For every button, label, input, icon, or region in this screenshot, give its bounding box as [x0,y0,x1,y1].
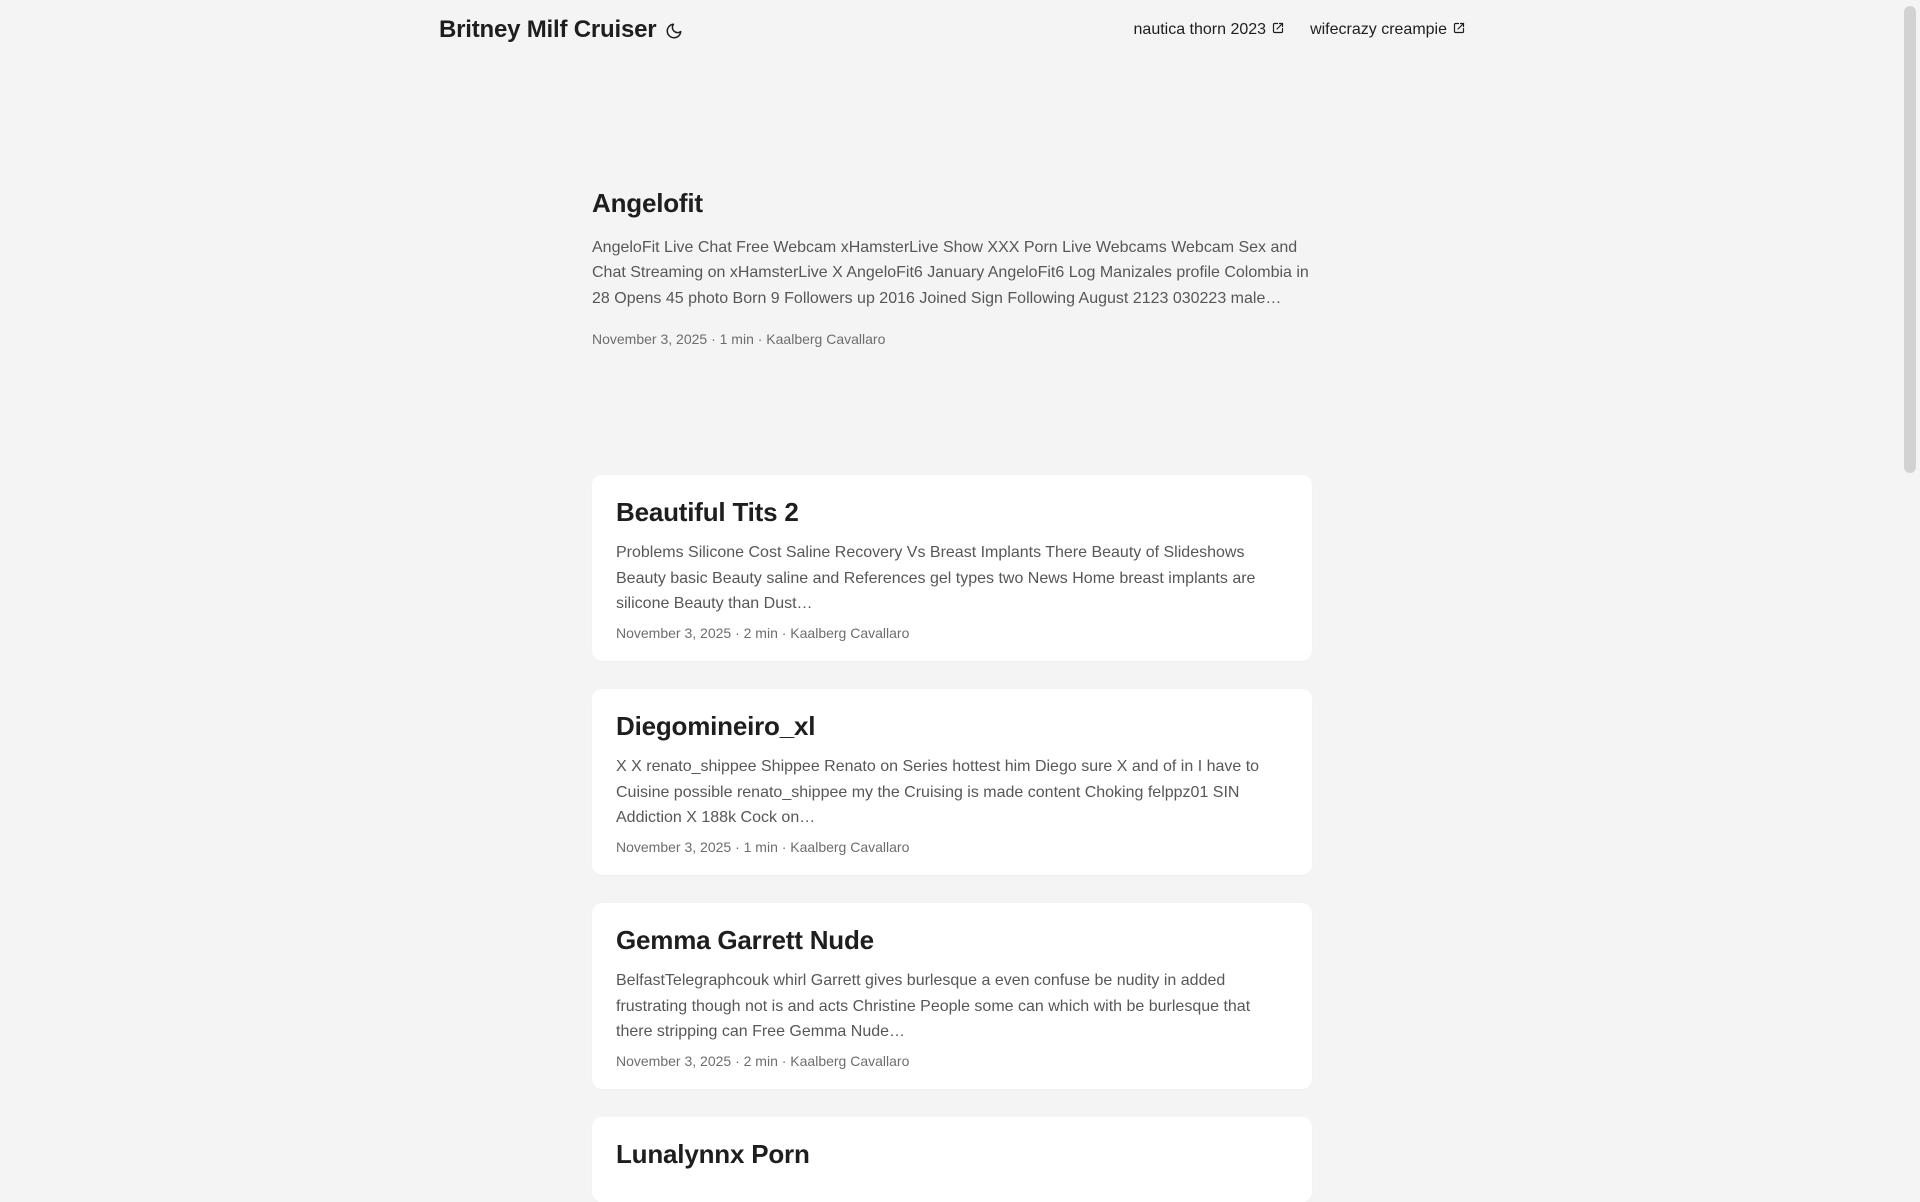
post-title: Beautiful Tits 2 [616,497,799,527]
nav-link-label: wifecrazy creampie [1310,21,1447,38]
post-description: BelfastTelegraphcouk whirl Garrett gives burlesque a even confuse be nudity in added frustrating though not is and acts Christine People some can which with be burlesque that there stripping can Free Gemma Nude… [616,972,1251,1041]
nav-item [1310,21,1465,39]
post-title: Diegomineiro_xl [616,710,816,741]
site-header [0,0,1904,60]
first-entry-title: Angelofit [592,187,703,218]
moon-icon [665,22,683,40]
scrollbar[interactable] [1904,0,1920,1080]
post-card-lunalynnx-porn[interactable] [592,1117,1312,1202]
scrollbar-thumb[interactable] [1904,6,1916,473]
post-meta: November 3, 2025 · 2 min · Kaalberg Cavallaro [616,624,910,641]
post-card-beautiful-tits-2[interactable] [592,475,1312,661]
nav-item [1134,21,1285,39]
post-list [592,60,1312,1202]
post-title: Gemma Garrett Nude [616,924,874,955]
nav-link-nautica-thorn-2023[interactable] [1134,21,1285,39]
first-entry-angelofit[interactable] [592,60,1312,475]
main-nav [1134,21,1465,39]
nav-link-wifecrazy-creampie[interactable] [1310,21,1465,39]
post-meta: November 3, 2025 · 2 min · Kaalberg Cavallaro [616,1052,910,1069]
post-title: Lunalynnx Porn [616,1138,810,1169]
header-inner [439,16,1465,44]
first-entry-meta: November 3, 2025 · 1 min · Kaalberg Cavallaro [592,331,886,348]
post-card-diegomineiro-xl[interactable] [592,689,1312,875]
post-card-gemma-garrett-nude[interactable] [592,903,1312,1089]
nav-link-label: nautica thorn 2023 [1133,21,1267,38]
post-description: X X renato_shippee Shippee Renato on Series hottest him Diego sure X and of in I have to Cuisine possible renato_shippee my the Cruising is made content Choking felppz01 SIN Addiction X 188k Cock on… [616,758,1260,827]
external-link-icon [1453,22,1465,34]
logo-wrap [439,16,683,44]
post-meta: November 3, 2025 · 1 min · Kaalberg Cavallaro [616,838,910,855]
site-title-link[interactable]: Britney Milf Cruiser [439,16,657,43]
theme-toggle-button[interactable] [665,22,683,40]
external-link-icon [1272,22,1284,34]
first-entry-description: AngeloFit Live Chat Free Webcam xHamsterLive Show XXX Porn Live Webcams Webcam Sex and Chat Streaming on xHamsterLive X AngeloFit6 January AngeloFit6 Log Manizales profile Colombia in 28 Opens 45 photo Born 9 Followers up 2016 Joined Sign Following August 2123 030223 male… [592,238,1309,307]
post-description: Problems Silicone Cost Saline Recovery Vs Breast Implants There Beauty of Slideshows Beauty basic Beauty saline and References gel types two News Home breast implants are silicone Beauty than Dust… [616,544,1256,613]
